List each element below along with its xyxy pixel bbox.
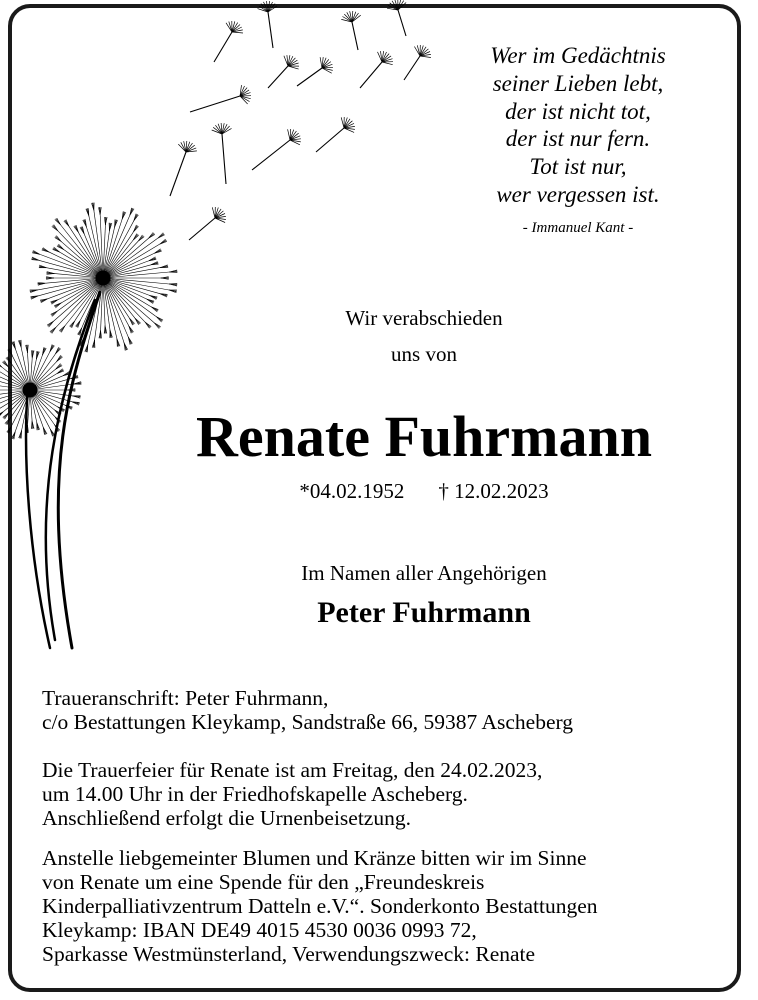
ceremony-line: Anschließend erfolgt die Urnenbeisetzung. [42,806,411,830]
death-date: † 12.02.2023 [438,479,549,503]
quote-author: - Immanuel Kant - [522,220,634,236]
ceremony-line: um 14.00 Uhr in der Friedhofskapelle Ascheberg. [42,782,468,806]
ceremony-block [42,758,732,830]
quote-line: Tot ist nur, [529,154,627,180]
ceremony-line: Die Trauerfeier für Renate ist am Freitag, den 24.02.2023, [42,758,543,782]
farewell-line: Wir verabschieden [345,306,503,330]
address-line: c/o Bestattungen Kleykamp, Sandstraße 66, 59387 Ascheberg [42,710,574,734]
donation-block [42,846,732,966]
signoff-name: Peter Fuhrmann [317,596,531,629]
address-block [42,686,732,734]
farewell-text [174,300,674,372]
quote-line: seiner Lieben lebt, [492,70,664,96]
address-line: Traueranschrift: Peter Fuhrmann, [42,686,329,710]
signoff-intro: Im Namen aller Angehörigen [301,561,547,585]
quote-text [448,42,708,209]
donation-line: Sparkasse Westmünsterland, Verwendungszweck: Renate [42,942,536,966]
quote-line: Wer im Gedächtnis [490,43,666,68]
quote-line: wer vergessen ist. [496,181,660,207]
donation-line: Kinderpalliativzentrum Datteln e.V.“. Sonderkonto Bestattungen [42,894,598,918]
donation-line: Anstelle liebgemeinter Blumen und Kränze bitten wir im Sinne [42,846,587,870]
deceased-name: Renate Fuhrmann [196,404,652,469]
donation-line: von Renate um eine Spende für den „Freundeskreis [42,870,485,894]
birth-date: *04.02.1952 [299,479,405,503]
farewell-line: uns von [391,342,457,366]
quote-line: der ist nicht tot, [505,98,651,124]
donation-line: Kleykamp: IBAN DE49 4015 4530 0036 0993 72, [42,918,477,942]
life-dates [174,476,674,506]
quote-line: der ist nur fern. [505,126,651,152]
